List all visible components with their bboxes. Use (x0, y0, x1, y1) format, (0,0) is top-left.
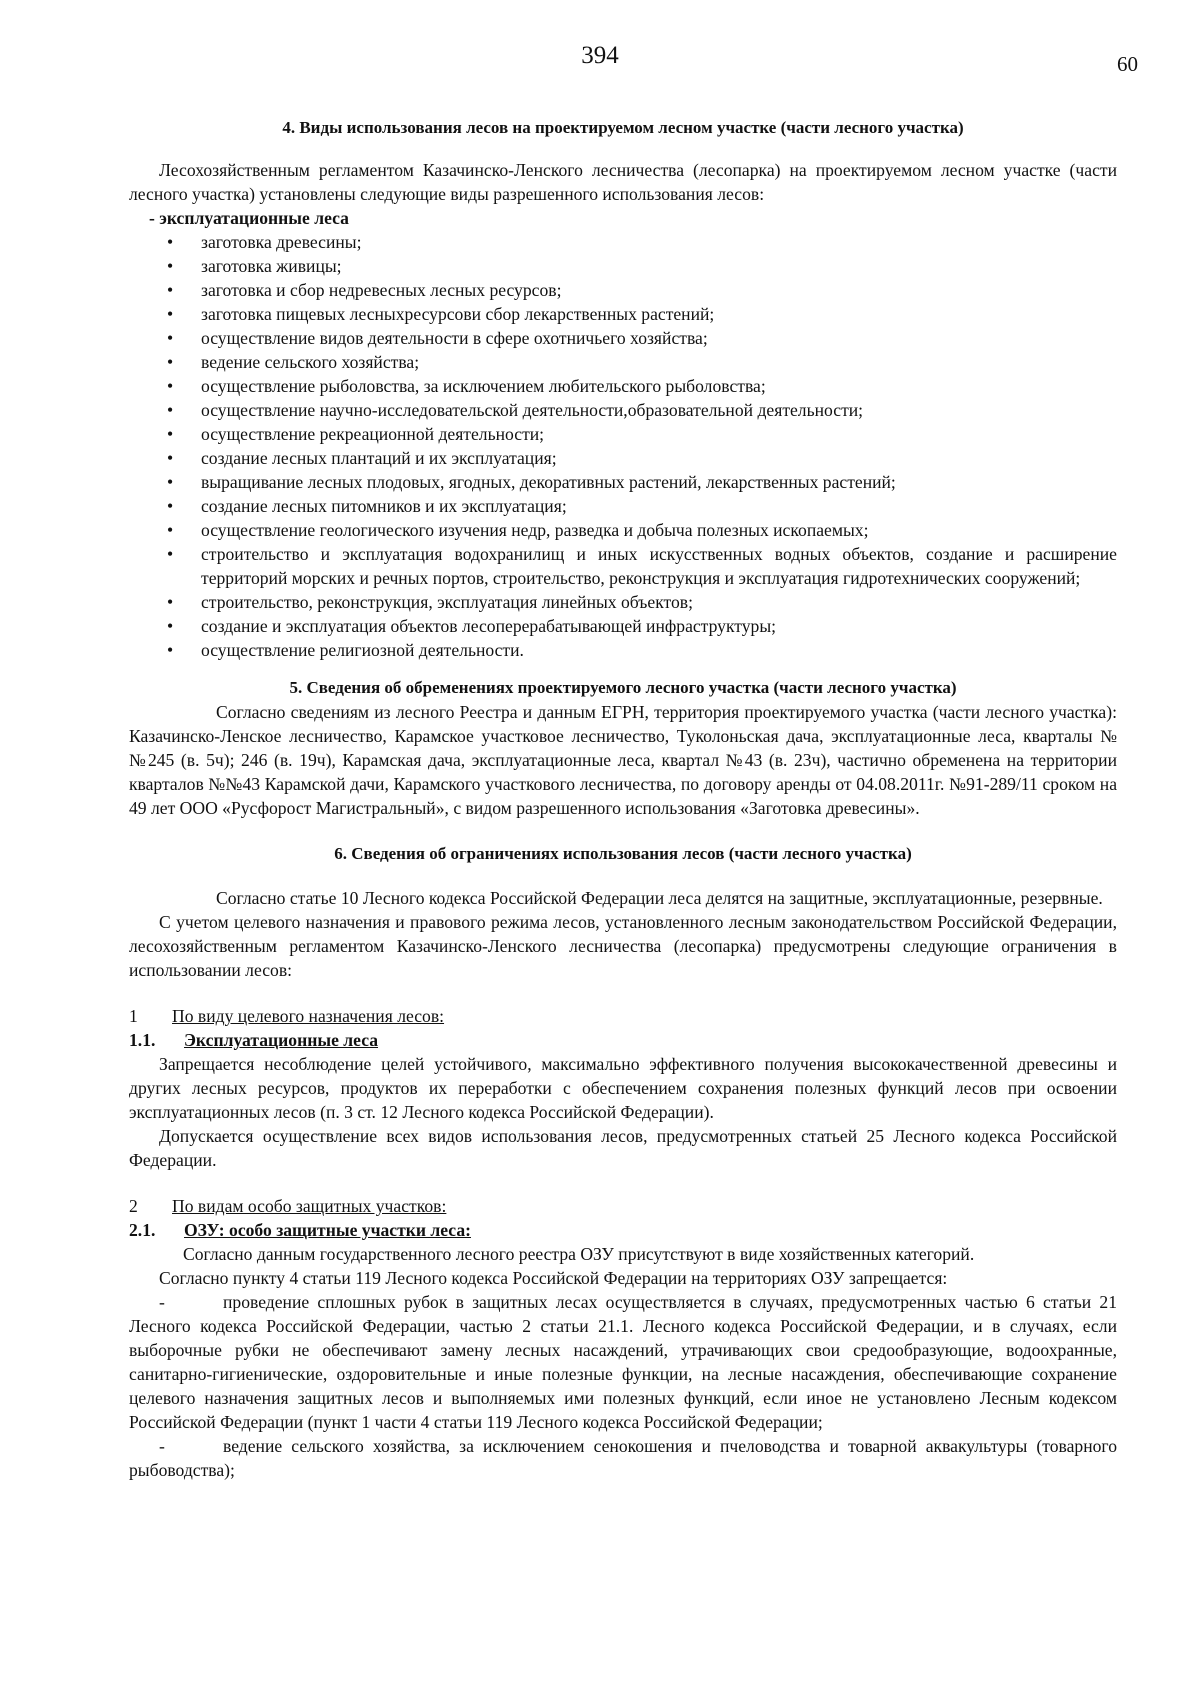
prohibition-text: проведение сплошных рубок в защитных лесах осуществляется в случаях, предусмотренных частью 6 статьи 21 Лесного кодекса Российской Федерации, частью 2 статьи 21.1. Лесного кодекса Российской Федерации, и в случаях, если выборочные рубки не обеспечивают замену лесных насаждений, утрачивающих свои средообразующие, водоохранные, санитарно-гигиенические, оздоровительные и иные полезные функции, на лесные насаждения, обеспечивающие сохранение целевого назначения защитных лесов и выполняемых ими полезных функций, если иное не установлено Лесным кодексом Российской Федерации (пункт 1 части 4 статьи 119 Лесного кодекса Российской Федерации; (129, 1292, 1117, 1432)
restriction-heading-2-1 (129, 1218, 1117, 1242)
heading-number: 1.1. (129, 1030, 156, 1050)
list-item: • заготовка живицы; (129, 254, 1117, 278)
document-body (129, 116, 1117, 1482)
heading-number: 2.1. (129, 1220, 156, 1240)
heading-number: 1 (129, 1006, 138, 1026)
section6-paragraph: Согласно данным государственного лесного реестра ОЗУ присутствуют в виде хозяйственных категорий. (183, 1244, 975, 1264)
restriction-heading-1 (129, 1004, 1117, 1028)
section6-paragraph: Запрещается несоблюдение целей устойчивого, максимально эффективного получения высококачественной древесины и других лесных ресурсов, продуктов их переработки с обеспечением сохранения полезных функций лесов при освоении эксплуатационных лесов (п. 3 ст. 12 Лесного кодекса Российской Федерации). (129, 1054, 1117, 1122)
page-number-secondary: 60 (1117, 52, 1138, 76)
prohibition-text: ведение сельского хозяйства, за исключением сенокошения и пчеловодства и товарной аквакультуры (товарного рыбоводства); (129, 1436, 1117, 1480)
list-item: • заготовка пищевых лесныхресурсови сбор лекарственных растений; (129, 302, 1117, 326)
list-item: • создание лесных питомников и их эксплуатация; (129, 494, 1117, 518)
section4-title: 4. Виды использования лесов на проектируемом лесном участке (части лесного участка) (282, 118, 964, 137)
heading-label: По виду целевого назначения лесов: (172, 1006, 445, 1026)
section6-paragraph: С учетом целевого назначения и правового режима лесов, установленного лесным законодательством Российской Федерации, лесохозяйственным регламентом Казачинско-Ленского лесничества (лесопарка) предусмотрены следующие ограничения в использовании лесов: (129, 912, 1117, 980)
list-item: • заготовка древесины; (129, 230, 1117, 254)
heading-label: Эксплуатационные леса (184, 1030, 379, 1050)
list-item: • осуществление видов деятельности в сфере охотничьего хозяйства; (129, 326, 1117, 350)
section6-paragraph: Допускается осуществление всех видов использования лесов, предусмотренных статьей 25 Лесного кодекса Российской Федерации. (129, 1126, 1117, 1170)
section6-paragraph: Согласно статье 10 Лесного кодекса Российской Федерации леса делятся на защитные, эксплуатационные, резервные. (216, 888, 1103, 908)
usage-list (129, 230, 1117, 662)
prohibition-item (129, 1290, 1117, 1434)
list-item: • строительство, реконструкция, эксплуатация линейных объектов; (129, 590, 1117, 614)
dash-marker: - (159, 1292, 165, 1312)
list-item: • осуществление религиозной деятельности. (129, 638, 1117, 662)
list-item: • осуществление геологического изучения недр, разведка и добыча полезных ископаемых; (129, 518, 1117, 542)
section5-text: Согласно сведениям из лесного Реестра и данным ЕГРН, территория проектируемого участка (части лесного участка): Казачинско-Ленское лесничество, Карамское участковое лесничество, Туколоньская дача, эксплуатационные леса, кварталы №№245 (в. 5ч); 246 (в. 19ч), Карамская дача, эксплуатационные леса, квартал №43 (в. 23ч), частично обременена на территории кварталов №№43 Карамской дачи, Карамского участкового лесничества, по договору аренды от 04.08.2011г. №91-289/11 сроком на 49 лет ООО «Русфорост Магистральный», с видом разрешенного использования «Заготовка древесины». (129, 702, 1117, 818)
list-item: • создание лесных плантаций и их эксплуатация; (129, 446, 1117, 470)
section4-intro: Лесохозяйственным регламентом Казачинско-Ленского лесничества (лесопарка) на проектируемом лесном участке (части лесного участка) установлены следующие виды разрешенного использования лесов: (129, 160, 1117, 204)
list-item: • осуществление научно-исследовательской деятельности,образовательной деятельности; (129, 398, 1117, 422)
section4-subtitle: - эксплуатационные леса (149, 208, 349, 228)
list-item: • строительство и эксплуатация водохранилищ и иных искусственных водных объектов, создание и расширение территорий морских и речных портов, строительство, реконструкция и эксплуатация гидротехнических сооружений; (129, 542, 1117, 590)
heading-number: 2 (129, 1196, 138, 1216)
list-item: • заготовка и сбор недревесных лесных ресурсов; (129, 278, 1117, 302)
heading-label: По видам особо защитных участков: (172, 1196, 447, 1216)
list-item: • создание и эксплуатация объектов лесоперерабатывающей инфраструктуры; (129, 614, 1117, 638)
prohibition-item (129, 1434, 1117, 1482)
section5-title: 5. Сведения об обременениях проектируемого лесного участка (части лесного участка) (289, 678, 957, 697)
list-item: • выращивание лесных плодовых, ягодных, декоративных растений, лекарственных растений; (129, 470, 1117, 494)
restriction-heading-2 (129, 1194, 1117, 1218)
heading-label: ОЗУ: особо защитные участки леса: (184, 1220, 471, 1240)
list-item: • ведение сельского хозяйства; (129, 350, 1117, 374)
dash-marker: - (159, 1436, 165, 1456)
restriction-heading-1-1 (129, 1028, 1117, 1052)
section6-title: 6. Сведения об ограничениях использования лесов (части лесного участка) (334, 844, 912, 863)
page-number: 394 (581, 42, 619, 69)
list-item: • осуществление рыболовства, за исключением любительского рыболовства; (129, 374, 1117, 398)
section6-paragraph: Согласно пункту 4 статьи 119 Лесного кодекса Российской Федерации на территориях ОЗУ запрещается: (159, 1268, 948, 1288)
list-item: • осуществление рекреационной деятельности; (129, 422, 1117, 446)
